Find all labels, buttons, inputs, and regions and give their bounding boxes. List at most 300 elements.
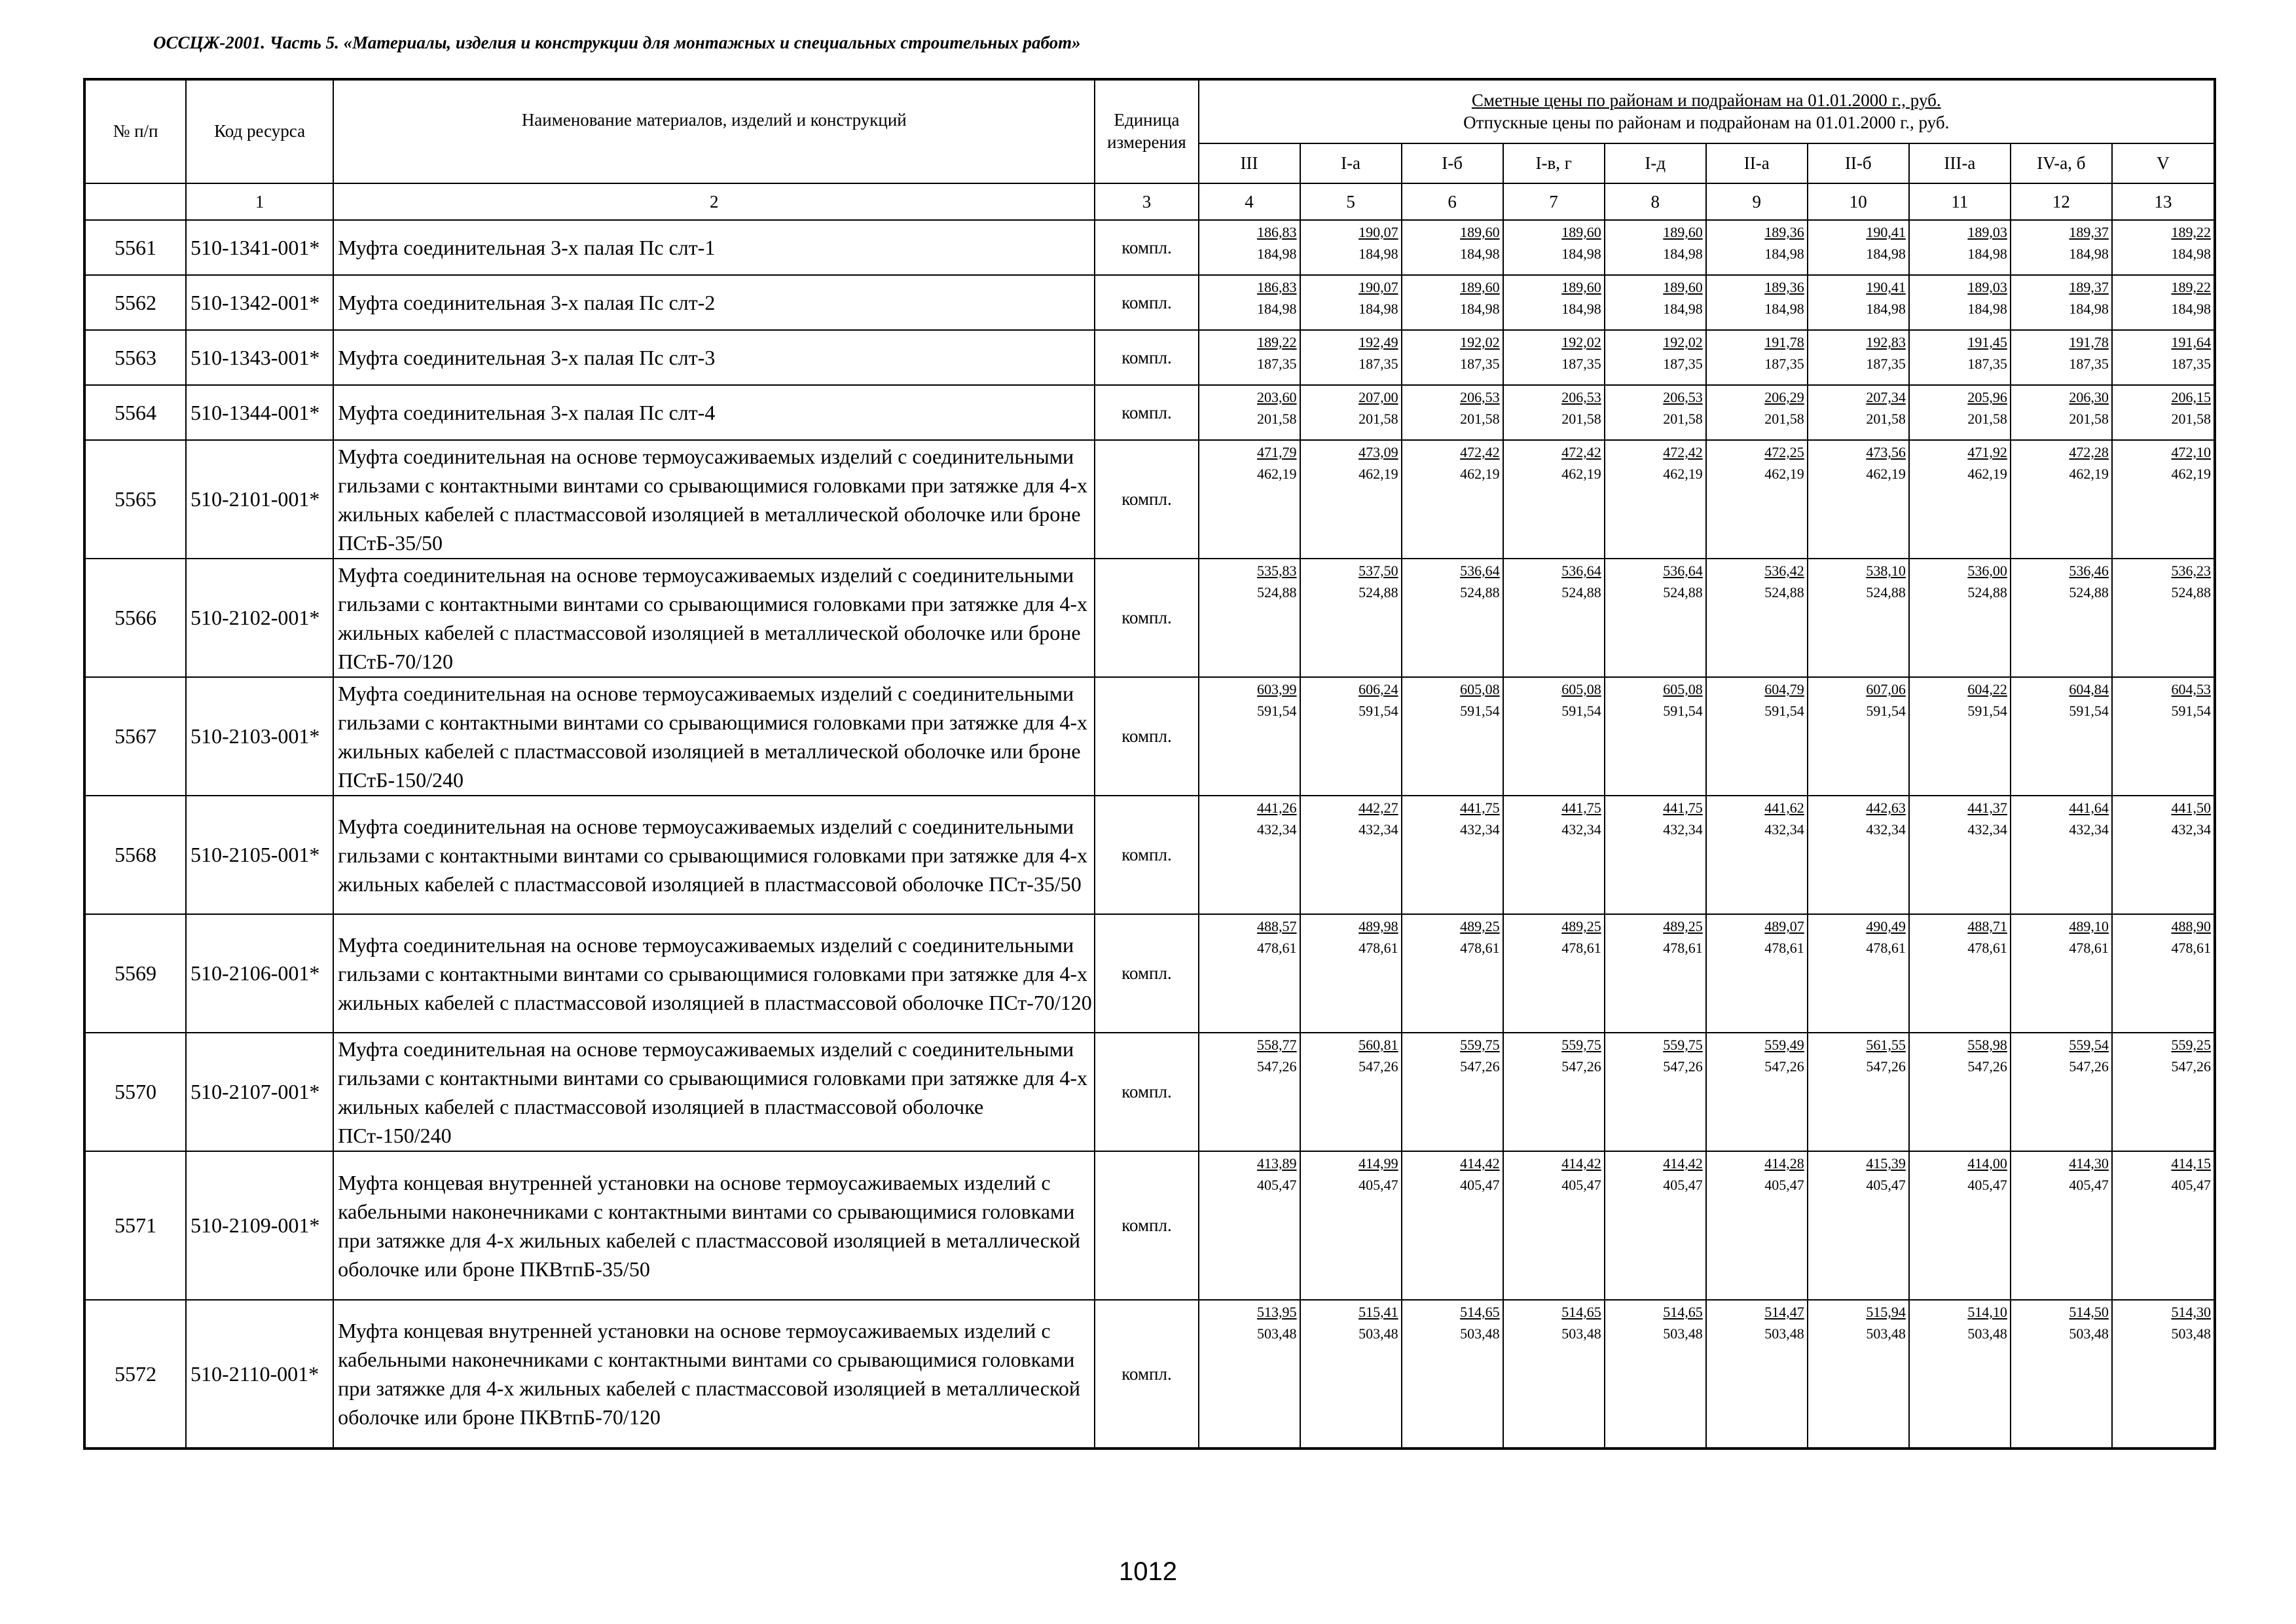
price-cell	[1300, 914, 1402, 1033]
release-price: 184,98	[2069, 301, 2109, 317]
release-price: 462,19	[1663, 466, 1703, 482]
table-row	[84, 1151, 2215, 1300]
row-number: 5562	[84, 275, 186, 330]
estimate-price: 514,30	[2171, 1304, 2211, 1320]
row-number: 5569	[84, 914, 186, 1033]
row-number: 5564	[84, 385, 186, 440]
release-price: 201,58	[1358, 411, 1398, 427]
price-cell	[1909, 796, 2011, 914]
estimate-price: 558,77	[1257, 1037, 1297, 1053]
unit: компл.	[1095, 275, 1198, 330]
release-price: 405,47	[1866, 1177, 1906, 1193]
estimate-price: 207,34	[1866, 389, 1906, 405]
estimate-price: 441,64	[2069, 800, 2109, 816]
estimate-price: 561,55	[1866, 1037, 1906, 1053]
unit: компл.	[1095, 1151, 1198, 1300]
estimate-price: 441,75	[1561, 800, 1601, 816]
material-name: Муфта концевая внутренней установки на основе термоусаживаемых изделий с кабельными наконечниками с контактными винтами со срывающимися головками при затяжке для 4-х жильных кабелей с пластмассовой изоляцией в металлической оболочке или броне ПКВтпБ-70/120	[333, 1300, 1095, 1449]
price-cell	[2011, 440, 2112, 559]
release-price: 591,54	[1967, 703, 2007, 719]
unit: компл.	[1095, 559, 1198, 677]
column-number	[84, 183, 186, 220]
material-name: Муфта соединительная на основе термоусаживаемых изделий с соединительными гильзами с контактными винтами со срывающимися головками при затяжке для 4-х жильных кабелей с пластмассовой изоляцией в металлической оболочке или броне ПСтБ-70/120	[333, 559, 1095, 677]
estimate-price: 441,26	[1257, 800, 1297, 816]
estimate-price: 189,03	[1967, 224, 2007, 240]
price-cell	[2011, 275, 2112, 330]
price-cell	[1300, 559, 1402, 677]
estimate-price: 472,10	[2171, 444, 2211, 460]
price-cell	[1300, 796, 1402, 914]
estimate-price: 536,42	[1764, 563, 1804, 579]
estimate-price: 514,50	[2069, 1304, 2109, 1320]
estimate-price: 441,75	[1460, 800, 1500, 816]
region-header: III-а	[1909, 143, 2011, 183]
release-price: 503,48	[1460, 1325, 1500, 1342]
table-row	[84, 275, 2215, 330]
estimate-price: 206,53	[1663, 389, 1703, 405]
release-price: 591,54	[1764, 703, 1804, 719]
price-cell	[1909, 1300, 2011, 1449]
release-price: 503,48	[1257, 1325, 1297, 1342]
price-cell	[1909, 1151, 2011, 1300]
resource-code: 510-2109-001*	[186, 1151, 333, 1300]
price-cell	[2011, 385, 2112, 440]
price-cell	[1199, 1151, 1300, 1300]
table-row	[84, 440, 2215, 559]
release-price: 187,35	[1764, 356, 1804, 372]
price-cell	[2011, 677, 2112, 796]
estimate-price: 192,02	[1561, 334, 1601, 350]
release-price: 432,34	[1866, 821, 1906, 838]
table-row	[84, 1300, 2215, 1449]
release-price: 184,98	[1663, 246, 1703, 262]
price-cell	[1503, 220, 1605, 275]
release-price: 184,98	[1866, 246, 1906, 262]
row-number: 5565	[84, 440, 186, 559]
release-price: 591,54	[1460, 703, 1500, 719]
estimate-price: 414,42	[1561, 1155, 1601, 1172]
release-price: 184,98	[1358, 246, 1398, 262]
price-cell	[2112, 1033, 2215, 1151]
estimate-price: 442,63	[1866, 800, 1906, 816]
table-row	[84, 220, 2215, 275]
table-body	[84, 220, 2215, 1449]
release-price: 201,58	[1866, 411, 1906, 427]
estimate-price: 414,00	[1967, 1155, 2007, 1172]
release-price: 478,61	[1561, 940, 1601, 956]
price-cell	[1706, 220, 1808, 275]
price-cell	[1402, 914, 1503, 1033]
release-price: 547,26	[2171, 1058, 2211, 1075]
price-cell	[1402, 796, 1503, 914]
region-header: II-б	[1808, 143, 1909, 183]
price-cell	[1706, 1151, 1808, 1300]
release-price: 187,35	[1967, 356, 2007, 372]
estimate-price: 472,42	[1663, 444, 1703, 460]
col-header-unit: Единица измерения	[1095, 79, 1198, 183]
estimate-price: 488,57	[1257, 918, 1297, 934]
estimate-price: 414,42	[1460, 1155, 1500, 1172]
region-header: I-в, г	[1503, 143, 1605, 183]
estimate-price: 604,84	[2069, 681, 2109, 697]
estimate-price: 536,64	[1460, 563, 1500, 579]
price-cell	[1199, 914, 1300, 1033]
release-price: 201,58	[2171, 411, 2211, 427]
column-number: 4	[1199, 183, 1300, 220]
row-number: 5563	[84, 330, 186, 385]
price-cell	[1808, 1151, 1909, 1300]
release-price: 187,35	[2171, 356, 2211, 372]
col-header-num: № п/п	[84, 79, 186, 183]
price-cell	[2011, 1033, 2112, 1151]
estimate-price: 514,47	[1764, 1304, 1804, 1320]
estimate-price: 192,83	[1866, 334, 1906, 350]
release-price: 462,19	[1358, 466, 1398, 482]
table-row	[84, 1033, 2215, 1151]
estimate-price: 535,83	[1257, 563, 1297, 579]
unit: компл.	[1095, 914, 1198, 1033]
price-cell	[1909, 330, 2011, 385]
estimate-price: 189,22	[2171, 224, 2211, 240]
estimate-price: 559,25	[2171, 1037, 2211, 1053]
resource-code: 510-2102-001*	[186, 559, 333, 677]
release-price: 462,19	[1866, 466, 1906, 482]
price-cell	[2112, 220, 2215, 275]
release-price: 405,47	[2069, 1177, 2109, 1193]
release-price: 201,58	[1764, 411, 1804, 427]
price-cell	[2112, 914, 2215, 1033]
estimate-price: 206,30	[2069, 389, 2109, 405]
release-price: 184,98	[1967, 246, 2007, 262]
release-price: 462,19	[1561, 466, 1601, 482]
unit: компл.	[1095, 796, 1198, 914]
estimate-price: 189,37	[2069, 224, 2109, 240]
estimate-price: 604,79	[1764, 681, 1804, 697]
estimate-price: 489,98	[1358, 918, 1398, 934]
estimate-price: 605,08	[1663, 681, 1703, 697]
release-price: 503,48	[2171, 1325, 2211, 1342]
release-price: 478,61	[1460, 940, 1500, 956]
estimate-price: 192,02	[1663, 334, 1703, 350]
estimate-price: 191,78	[2069, 334, 2109, 350]
material-name: Муфта соединительная на основе термоусаживаемых изделий с соединительными гильзами с контактными винтами со срывающимися головками при затяжке для 4-х жильных кабелей с пластмассовой изоляцией в пластмассовой оболочке ПСт-70/120	[333, 914, 1095, 1033]
release-price: 503,48	[1561, 1325, 1601, 1342]
price-cell	[1808, 440, 1909, 559]
price-cell	[1199, 796, 1300, 914]
release-price: 547,26	[1663, 1058, 1703, 1075]
release-price: 187,35	[1663, 356, 1703, 372]
price-cell	[1605, 677, 1706, 796]
price-cell	[2112, 385, 2215, 440]
release-price: 547,26	[1967, 1058, 2007, 1075]
price-cell	[1300, 677, 1402, 796]
release-price: 503,48	[1358, 1325, 1398, 1342]
release-price: 524,88	[2069, 584, 2109, 600]
release-price: 201,58	[1460, 411, 1500, 427]
estimate-price: 558,98	[1967, 1037, 2007, 1053]
column-number: 11	[1909, 183, 2011, 220]
release-price: 524,88	[1358, 584, 1398, 600]
release-price: 184,98	[1764, 246, 1804, 262]
price-cell	[1402, 220, 1503, 275]
estimate-price: 473,09	[1358, 444, 1398, 460]
release-price: 462,19	[1257, 466, 1297, 482]
estimate-price: 189,22	[2171, 279, 2211, 295]
estimate-price: 189,36	[1764, 224, 1804, 240]
material-name: Муфта соединительная 3-х палая Пс слт-1	[333, 220, 1095, 275]
column-number: 10	[1808, 183, 1909, 220]
price-cell	[1402, 677, 1503, 796]
price-cell	[1503, 330, 1605, 385]
release-price: 524,88	[1460, 584, 1500, 600]
estimate-price: 415,39	[1866, 1155, 1906, 1172]
page-number: 1012	[1119, 1557, 1177, 1586]
estimate-price: 559,75	[1663, 1037, 1703, 1053]
estimate-price: 559,54	[2069, 1037, 2109, 1053]
release-price: 547,26	[1460, 1058, 1500, 1075]
row-number: 5572	[84, 1300, 186, 1449]
material-name: Муфта соединительная на основе термоусаживаемых изделий с соединительными гильзами с контактными винтами со срывающимися головками при затяжке для 4-х жильных кабелей с пластмассовой изоляцией в металлической оболочке или броне ПСтБ-150/240	[333, 677, 1095, 796]
release-price: 478,61	[1866, 940, 1906, 956]
estimate-price: 189,37	[2069, 279, 2109, 295]
material-name: Муфта соединительная на основе термоусаживаемых изделий с соединительными гильзами с контактными винтами со срывающимися головками при затяжке для 4-х жильных кабелей с пластмассовой изоляцией в пластмассовой оболочке ПСт-35/50	[333, 796, 1095, 914]
resource-code: 510-2106-001*	[186, 914, 333, 1033]
row-number: 5567	[84, 677, 186, 796]
price-cell	[1503, 440, 1605, 559]
release-price: 478,61	[1358, 940, 1398, 956]
resource-code: 510-1341-001*	[186, 220, 333, 275]
estimate-price: 189,60	[1561, 279, 1601, 295]
unit: компл.	[1095, 220, 1198, 275]
release-price: 184,98	[1561, 246, 1601, 262]
estimate-price: 488,90	[2171, 918, 2211, 934]
price-cell	[2011, 330, 2112, 385]
resource-code: 510-1344-001*	[186, 385, 333, 440]
price-cell	[1808, 559, 1909, 677]
price-cell	[1503, 677, 1605, 796]
estimate-price: 489,25	[1561, 918, 1601, 934]
row-number: 5571	[84, 1151, 186, 1300]
estimate-price: 205,96	[1967, 389, 2007, 405]
price-cell	[1300, 220, 1402, 275]
resource-code: 510-2103-001*	[186, 677, 333, 796]
row-number: 5561	[84, 220, 186, 275]
price-cell	[2112, 1151, 2215, 1300]
row-number: 5568	[84, 796, 186, 914]
estimate-price: 203,60	[1257, 389, 1297, 405]
release-price: 405,47	[1764, 1177, 1804, 1193]
estimate-price: 537,50	[1358, 563, 1398, 579]
col-header-name: Наименование материалов, изделий и конструкций	[333, 79, 1095, 183]
price-table	[83, 78, 2216, 1450]
price-cell	[1503, 796, 1605, 914]
price-cell	[1909, 1033, 2011, 1151]
column-number: 6	[1402, 183, 1503, 220]
price-cell	[1402, 559, 1503, 677]
price-cell	[2011, 559, 2112, 677]
price-title-release: Отпускные цены по районам и подрайонам на 01.01.2000 г., руб.	[1463, 112, 1950, 132]
estimate-price: 189,36	[1764, 279, 1804, 295]
material-name: Муфта концевая внутренней установки на основе термоусаживаемых изделий с кабельными наконечниками с контактными винтами со срывающимися головками при затяжке для 4-х жильных кабелей с пластмассовой изоляцией в металлической оболочке или броне ПКВтпБ-35/50	[333, 1151, 1095, 1300]
release-price: 187,35	[1460, 356, 1500, 372]
release-price: 184,98	[1460, 246, 1500, 262]
price-cell	[1402, 330, 1503, 385]
release-price: 184,98	[1257, 301, 1297, 317]
estimate-price: 559,75	[1561, 1037, 1601, 1053]
price-cell	[1503, 1151, 1605, 1300]
release-price: 184,98	[1967, 301, 2007, 317]
release-price: 591,54	[2171, 703, 2211, 719]
release-price: 547,26	[1866, 1058, 1906, 1075]
price-cell	[1402, 1300, 1503, 1449]
region-header: I-д	[1605, 143, 1706, 183]
release-price: 405,47	[1663, 1177, 1703, 1193]
release-price: 432,34	[2069, 821, 2109, 838]
estimate-price: 489,25	[1460, 918, 1500, 934]
release-price: 547,26	[1257, 1058, 1297, 1075]
estimate-price: 536,64	[1663, 563, 1703, 579]
column-number: 1	[186, 183, 333, 220]
price-cell	[1808, 796, 1909, 914]
column-number: 7	[1503, 183, 1605, 220]
price-cell	[1199, 220, 1300, 275]
price-cell	[1199, 275, 1300, 330]
resource-code: 510-1343-001*	[186, 330, 333, 385]
estimate-price: 189,03	[1967, 279, 2007, 295]
estimate-price: 514,65	[1561, 1304, 1601, 1320]
estimate-price: 414,99	[1358, 1155, 1398, 1172]
release-price: 524,88	[1764, 584, 1804, 600]
estimate-price: 413,89	[1257, 1155, 1297, 1172]
estimate-price: 441,37	[1967, 800, 2007, 816]
estimate-price: 189,60	[1460, 224, 1500, 240]
release-price: 432,34	[1358, 821, 1398, 838]
price-cell	[1300, 275, 1402, 330]
price-cell	[1706, 330, 1808, 385]
price-cell	[1199, 330, 1300, 385]
row-number: 5566	[84, 559, 186, 677]
release-price: 462,19	[1967, 466, 2007, 482]
release-price: 462,19	[1764, 466, 1804, 482]
price-cell	[1503, 1033, 1605, 1151]
release-price: 187,35	[1358, 356, 1398, 372]
price-cell	[1605, 330, 1706, 385]
estimate-price: 190,07	[1358, 279, 1398, 295]
price-cell	[1808, 385, 1909, 440]
estimate-price: 538,10	[1866, 563, 1906, 579]
price-cell	[1808, 330, 1909, 385]
price-cell	[1300, 1300, 1402, 1449]
estimate-price: 189,60	[1460, 279, 1500, 295]
release-price: 187,35	[1257, 356, 1297, 372]
release-price: 432,34	[1764, 821, 1804, 838]
price-cell	[2112, 440, 2215, 559]
price-cell	[1402, 1033, 1503, 1151]
release-price: 524,88	[1561, 584, 1601, 600]
release-price: 184,98	[1866, 301, 1906, 317]
release-price: 547,26	[1561, 1058, 1601, 1075]
release-price: 462,19	[1460, 466, 1500, 482]
estimate-price: 471,92	[1967, 444, 2007, 460]
price-cell	[1808, 914, 1909, 1033]
release-price: 432,34	[2171, 821, 2211, 838]
price-cell	[1402, 385, 1503, 440]
price-cell	[1605, 385, 1706, 440]
column-number: 5	[1300, 183, 1402, 220]
price-cell	[1503, 559, 1605, 677]
estimate-price: 513,95	[1257, 1304, 1297, 1320]
release-price: 184,98	[1460, 301, 1500, 317]
estimate-price: 472,25	[1764, 444, 1804, 460]
release-price: 187,35	[1866, 356, 1906, 372]
estimate-price: 560,81	[1358, 1037, 1398, 1053]
estimate-price: 514,65	[1460, 1304, 1500, 1320]
release-price: 524,88	[1967, 584, 2007, 600]
estimate-price: 473,56	[1866, 444, 1906, 460]
release-price: 184,98	[1561, 301, 1601, 317]
resource-code: 510-1342-001*	[186, 275, 333, 330]
estimate-price: 190,41	[1866, 224, 1906, 240]
release-price: 547,26	[2069, 1058, 2109, 1075]
material-name: Муфта соединительная на основе термоусаживаемых изделий с соединительными гильзами с контактными винтами со срывающимися головками при затяжке для 4-х жильных кабелей с пластмассовой изоляцией в пластмассовой оболочке ПСт-150/240	[333, 1033, 1095, 1151]
release-price: 591,54	[1663, 703, 1703, 719]
resource-code: 510-2107-001*	[186, 1033, 333, 1151]
estimate-price: 489,10	[2069, 918, 2109, 934]
price-title-estimate: Сметные цены по районам и подрайонам на 01.01.2000 г., руб.	[1471, 90, 1941, 110]
release-price: 591,54	[1561, 703, 1601, 719]
region-header: IV-а, б	[2011, 143, 2112, 183]
region-header: II-а	[1706, 143, 1808, 183]
release-price: 405,47	[1358, 1177, 1398, 1193]
estimate-price: 206,15	[2171, 389, 2211, 405]
estimate-price: 472,42	[1460, 444, 1500, 460]
price-cell	[2112, 559, 2215, 677]
price-cell	[1706, 559, 1808, 677]
price-cell	[2112, 796, 2215, 914]
estimate-price: 488,71	[1967, 918, 2007, 934]
estimate-price: 604,22	[1967, 681, 2007, 697]
release-price: 184,98	[1663, 301, 1703, 317]
estimate-price: 490,49	[1866, 918, 1906, 934]
price-cell	[2112, 677, 2215, 796]
price-cell	[1199, 440, 1300, 559]
price-cell	[1909, 440, 2011, 559]
column-number: 8	[1605, 183, 1706, 220]
release-price: 478,61	[1663, 940, 1703, 956]
estimate-price: 536,64	[1561, 563, 1601, 579]
price-cell	[1706, 275, 1808, 330]
price-cell	[1402, 440, 1503, 559]
column-number: 9	[1706, 183, 1808, 220]
estimate-price: 605,08	[1460, 681, 1500, 697]
price-cell	[1706, 677, 1808, 796]
region-header: I-а	[1300, 143, 1402, 183]
estimate-price: 606,24	[1358, 681, 1398, 697]
price-cell	[1808, 275, 1909, 330]
price-cell	[1909, 914, 2011, 1033]
release-price: 201,58	[1663, 411, 1703, 427]
price-cell	[1605, 914, 1706, 1033]
price-cell	[2011, 1151, 2112, 1300]
release-price: 503,48	[1764, 1325, 1804, 1342]
price-cell	[1605, 440, 1706, 559]
estimate-price: 515,41	[1358, 1304, 1398, 1320]
estimate-price: 189,22	[1257, 334, 1297, 350]
col-header-prices	[1199, 79, 2215, 143]
table-row	[84, 796, 2215, 914]
price-cell	[2112, 275, 2215, 330]
column-number: 13	[2112, 183, 2215, 220]
